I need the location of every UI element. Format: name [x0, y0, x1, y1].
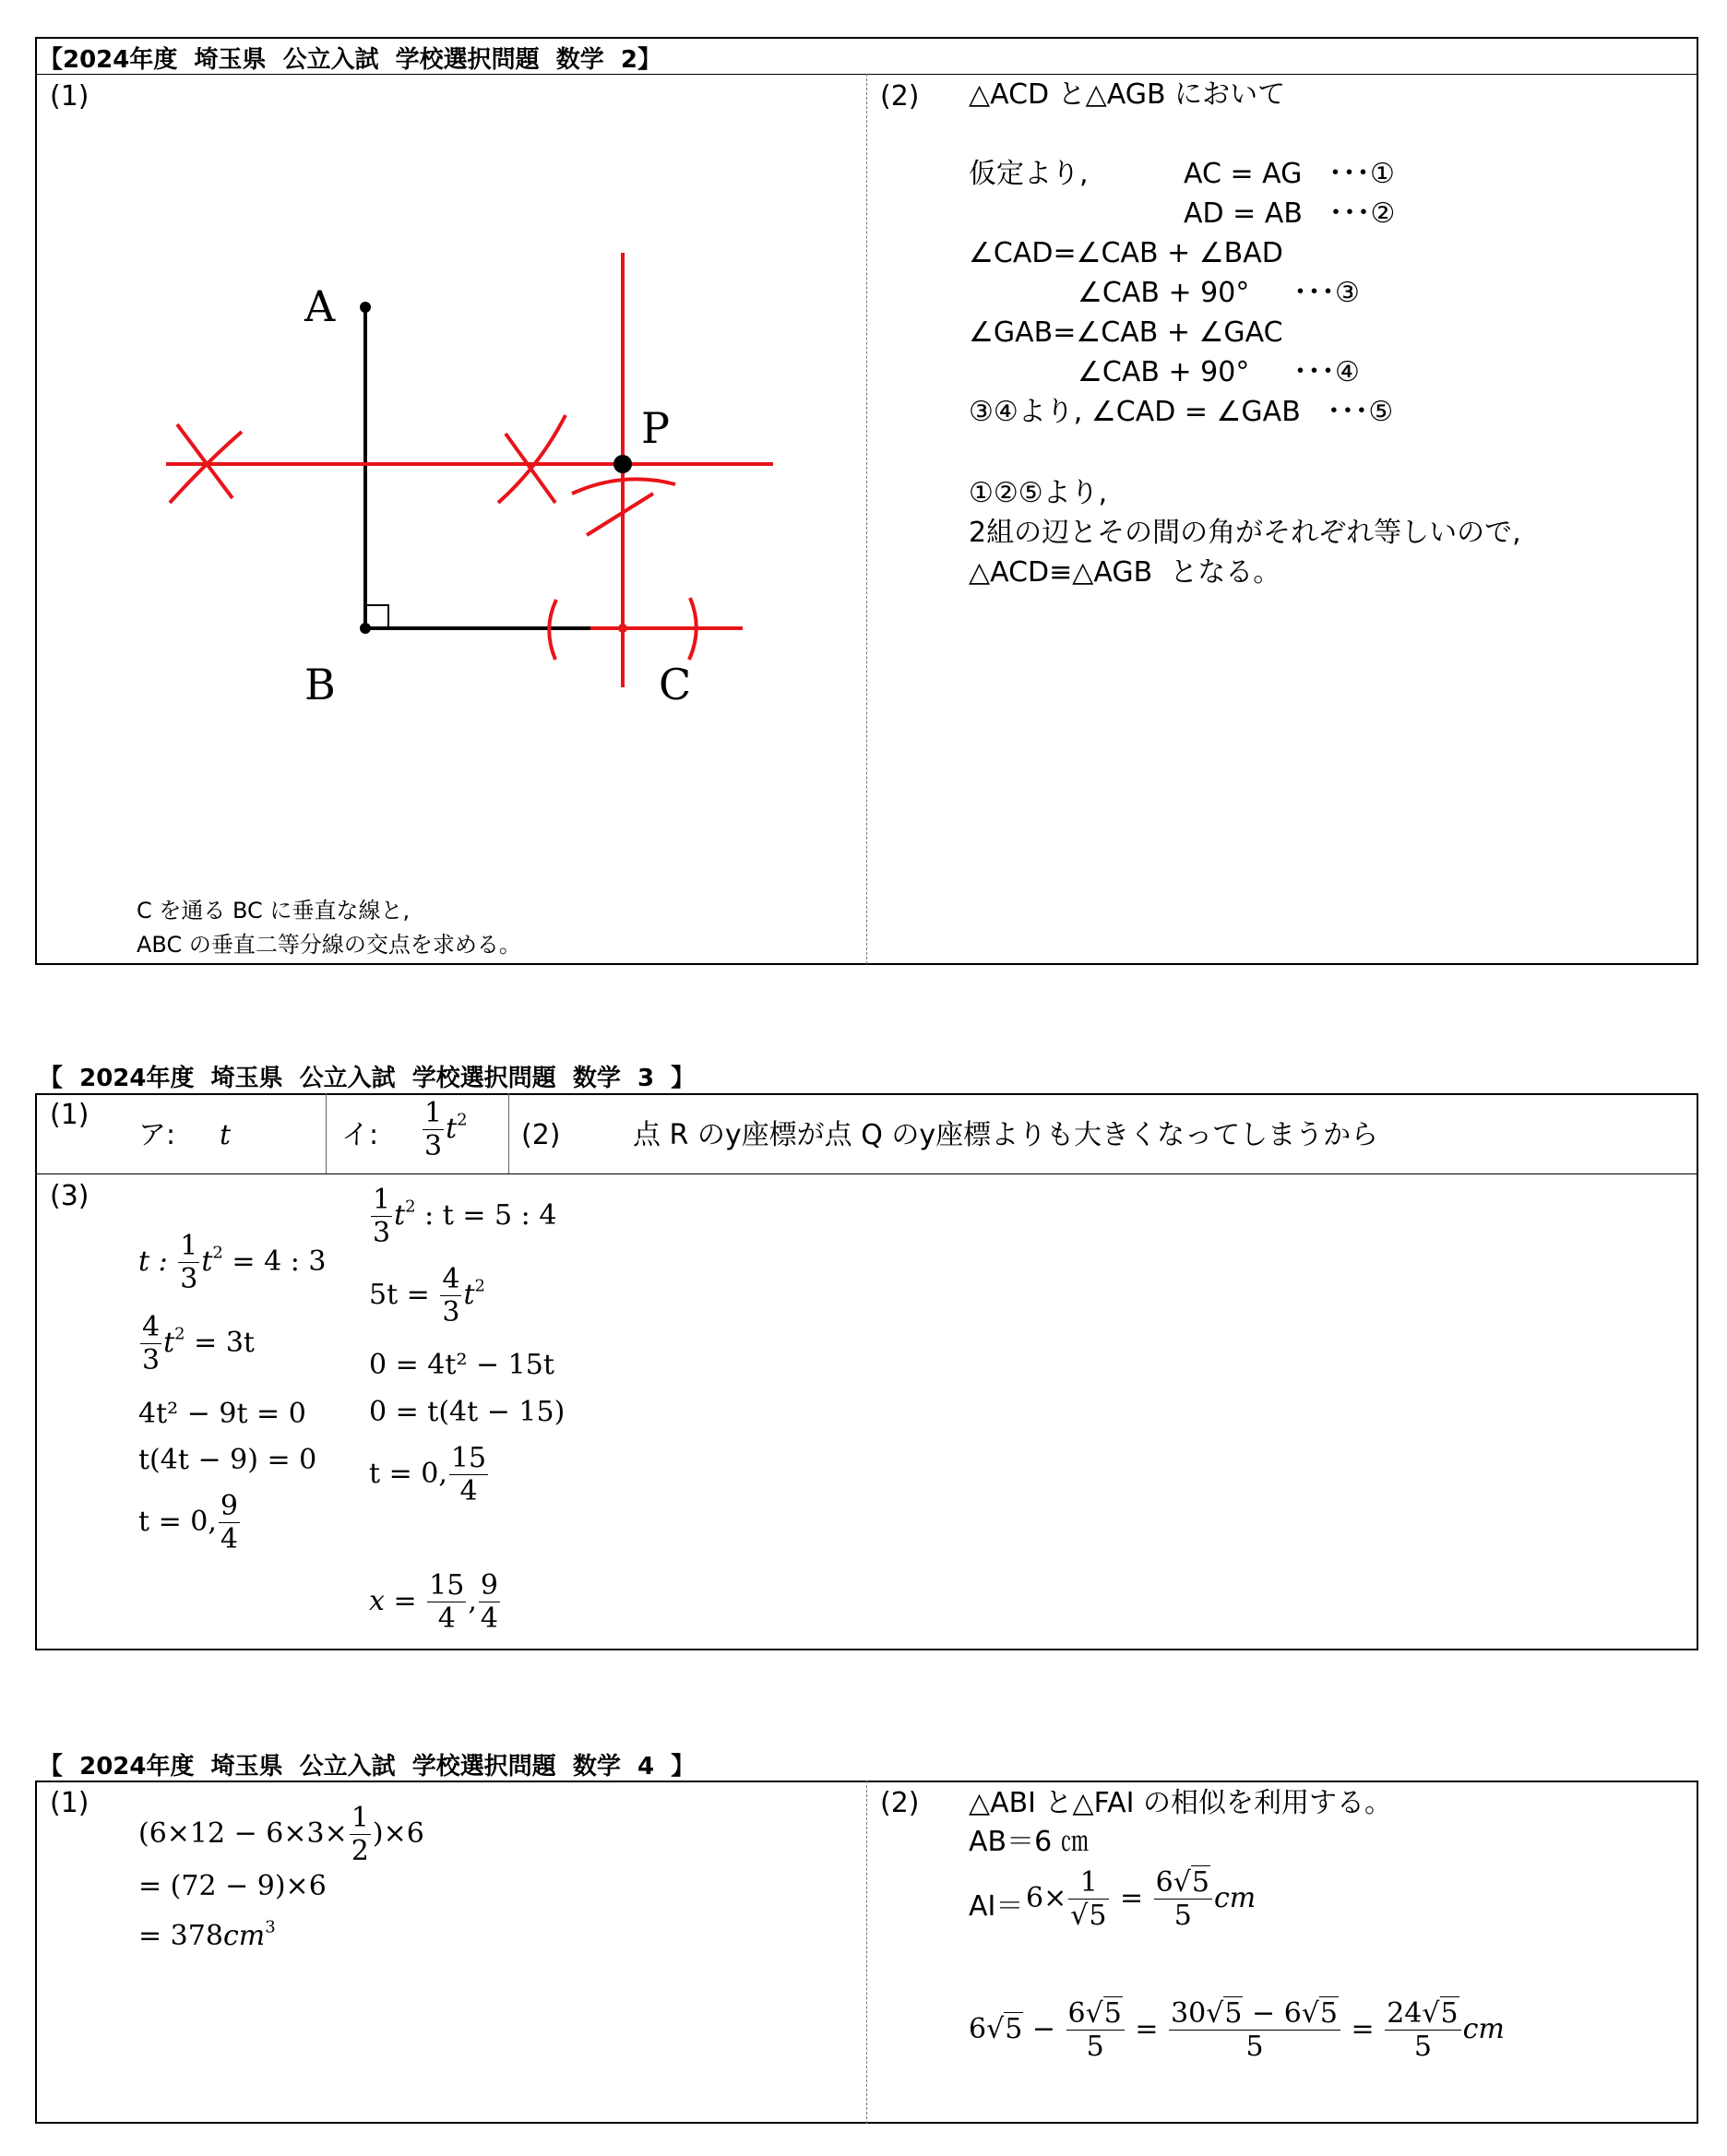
s3-i-label: イ:: [341, 1119, 379, 1151]
s4-q2-final-expression: 6√5 − $\frac{6√5}{5}$ = $\frac{30√5 - 6√5}{5}$ = $\frac{24√5}{5}$ cm: [969, 1997, 1505, 2063]
s3-left-eq3: 4t² − 9t = 0: [138, 1398, 306, 1430]
s3-right-eq5: t = 0, $\frac{15}{4}$: [369, 1442, 487, 1507]
s4-q1-line3: = $378cm^3$: [138, 1917, 276, 1952]
construction-figure: [0, 0, 867, 965]
proof-line-9: ③④より, ∠CAD = ∠GAB ･･･⑤: [969, 396, 1394, 428]
s3-q2-label: (2): [521, 1119, 561, 1151]
proof-line-2: 仮定より,: [969, 158, 1089, 190]
s3-right-eq1: $\frac{1}{3}$ $t^2$ : t = 5 : 4: [373, 1184, 557, 1249]
proof-line-6: ∠CAB + 90° ･･･③: [1078, 277, 1360, 309]
s3-q1-label: (1): [50, 1099, 89, 1131]
s3-right-eq4: 0 = t(4t − 15): [369, 1396, 566, 1428]
proof-line-5: ∠CAD=∠CAB + ∠BAD: [969, 237, 1283, 269]
label-p: P: [641, 403, 670, 453]
point-c-dot: [618, 624, 627, 633]
s4-q1-line1: (6×12 − 6×3× $\frac{1}{2}$ )×6: [138, 1802, 424, 1867]
section3-divider-b: [508, 1093, 509, 1173]
label-a: A: [304, 281, 336, 331]
s3-right-eq3: 0 = 4t² − 15t: [369, 1349, 554, 1381]
proof-line-3: AC = AG ･･･①: [1184, 158, 1395, 190]
s3-left-eq4: t(4t − 9) = 0: [138, 1444, 317, 1476]
s4-q2-ai-expression: 6× $\frac{1}{√5}$ = $\frac{6√5}{5}$ cm: [1026, 1866, 1257, 1932]
section3-box: [35, 1093, 1698, 1650]
proof-line-7: ∠GAB=∠CAB + ∠GAC: [969, 316, 1283, 349]
construction-lines: [166, 253, 773, 687]
s3-i-value: $\frac{1}{3}$ $t^2$: [424, 1097, 468, 1162]
s4-q2-line2: AB＝6 ㎝: [969, 1826, 1089, 1858]
point-b-dot: [360, 623, 371, 634]
s4-q1-label: (1): [50, 1787, 89, 1819]
s3-left-eq1: t : $\frac{1}{3}$ $t^2 = 4$ : 3: [138, 1230, 327, 1295]
proof-line-11: 2組の辺とその間の角がそれぞれ等しいので,: [969, 517, 1521, 549]
proof-line-4: AD = AB ･･･②: [1184, 197, 1396, 230]
label-c: C: [659, 660, 692, 709]
point-p-dot: [613, 455, 632, 473]
label-b: B: [304, 660, 336, 709]
proof-line-10: ①②⑤より,: [969, 477, 1108, 509]
proof-line-1: △ACD と△AGB において: [969, 78, 1286, 111]
s3-q2-answer: 点 R のy座標が点 Q のy座標よりも大きくなってしまうから: [633, 1119, 1379, 1151]
s3-left-eq5: t = 0, $\frac{9}{4}$: [138, 1490, 238, 1555]
s3-right-eq2: 5t = $\frac{4}{3}$ $t^2$: [369, 1263, 485, 1328]
s4-q2-ai-label: AI＝: [969, 1890, 1024, 1923]
s3-a-value: t: [220, 1119, 232, 1151]
s3-right-eq6: x = $\frac{15}{4}$ , $\frac{9}{4}$: [369, 1569, 498, 1635]
s2-q2-label: (2): [880, 80, 920, 113]
section2-header: 【2024年度 埼玉県 公立入試 学校選択問題 数学 2】: [39, 46, 661, 74]
s2-note-line2: ABC の垂直二等分線の交点を求める。: [137, 932, 521, 958]
section4-header: 【 2024年度 埼玉県 公立入試 学校選択問題 数学 4 】: [39, 1753, 696, 1781]
s4-q2-label: (2): [880, 1787, 920, 1819]
s3-a-label: ア:: [138, 1119, 176, 1151]
section3-row-divider: [35, 1173, 1698, 1174]
s2-q1-label: (1): [50, 80, 89, 113]
s3-q3-label: (3): [50, 1180, 89, 1212]
s2-note-line1: C を通る BC に垂直な線と,: [137, 898, 411, 923]
section3-header: 【 2024年度 埼玉県 公立入試 学校選択問題 数学 3 】: [39, 1065, 696, 1092]
section3-divider-a: [326, 1093, 327, 1173]
proof-line-8: ∠CAB + 90° ･･･④: [1078, 356, 1360, 388]
section4-column-divider: [866, 1781, 867, 2124]
proof-line-12: △ACD≡△AGB となる。: [969, 556, 1281, 589]
s3-left-eq2: $\frac{4}{3}$ $t^2 = 3t$: [142, 1311, 255, 1376]
s4-q2-line1: △ABI と△FAI の相似を利用する。: [969, 1787, 1393, 1819]
point-a-dot: [360, 302, 371, 313]
s4-q1-line2: = (72 − 9)×6: [138, 1870, 327, 1902]
